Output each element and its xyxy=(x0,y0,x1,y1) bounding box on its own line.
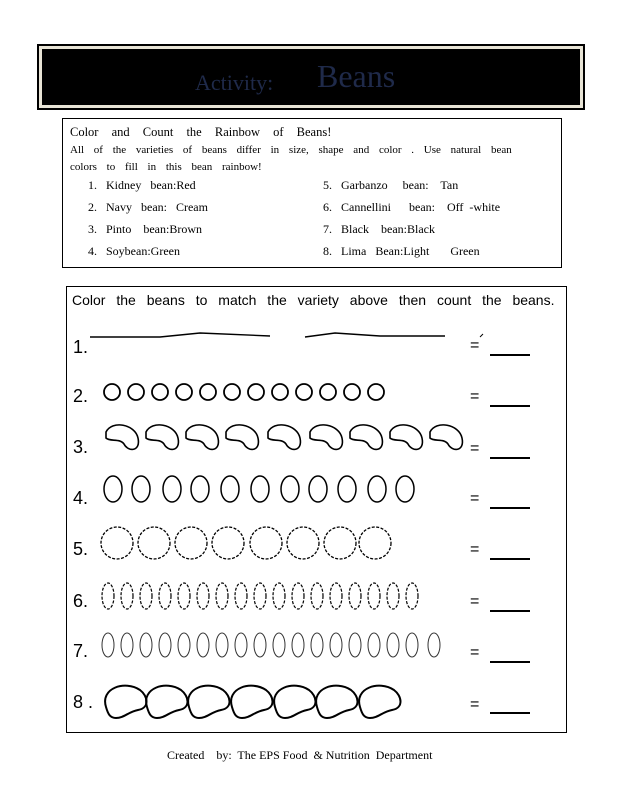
lima-bean[interactable] xyxy=(146,686,187,718)
bean-circle[interactable] xyxy=(272,384,288,400)
narrow-bean[interactable] xyxy=(254,583,266,609)
bean-variety-number: 7. xyxy=(323,222,332,236)
round-bean[interactable] xyxy=(212,527,244,559)
narrow-bean[interactable] xyxy=(140,583,152,609)
row-1-lines xyxy=(90,333,483,337)
narrow-bean[interactable] xyxy=(216,583,228,609)
narrow-bean[interactable] xyxy=(387,583,399,609)
bean-variety-number: 5. xyxy=(323,178,332,192)
page-title: Beans xyxy=(317,58,396,94)
kidney-bean[interactable] xyxy=(430,425,462,450)
equals-sign: = xyxy=(470,388,480,405)
small-oval-bean[interactable] xyxy=(197,633,209,657)
small-oval-bean[interactable] xyxy=(235,633,247,657)
bean-circle[interactable] xyxy=(200,384,216,400)
small-oval-bean[interactable] xyxy=(216,633,228,657)
bean-circle[interactable] xyxy=(296,384,312,400)
equals-sign: = xyxy=(470,593,480,610)
bean-circle[interactable] xyxy=(368,384,384,400)
narrow-bean[interactable] xyxy=(292,583,304,609)
narrow-bean[interactable] xyxy=(159,583,171,609)
narrow-bean[interactable] xyxy=(406,583,418,609)
kidney-bean[interactable] xyxy=(268,425,300,450)
bean-variety-text: Lima Bean:Light Green xyxy=(341,244,480,258)
small-oval-bean[interactable] xyxy=(292,633,304,657)
bean-variety-number: 3. xyxy=(88,222,97,236)
row-8-beans xyxy=(105,686,400,718)
counting-instructions: Color the beans to match the variety above then count the beans. xyxy=(72,292,555,308)
lima-bean[interactable] xyxy=(274,686,315,718)
kidney-bean[interactable] xyxy=(106,425,138,450)
bean-variety-number: 1. xyxy=(88,178,97,192)
narrow-bean[interactable] xyxy=(368,583,380,609)
small-oval-bean[interactable] xyxy=(387,633,399,657)
kidney-bean[interactable] xyxy=(186,425,218,450)
kidney-bean[interactable] xyxy=(146,425,178,450)
row-3-beans xyxy=(106,425,462,450)
small-oval-bean[interactable] xyxy=(368,633,380,657)
lima-bean[interactable] xyxy=(105,686,146,718)
small-oval-bean[interactable] xyxy=(311,633,323,657)
small-oval-bean[interactable] xyxy=(178,633,190,657)
oval-bean[interactable] xyxy=(163,476,181,502)
lima-bean[interactable] xyxy=(359,686,400,718)
small-oval-bean[interactable] xyxy=(330,633,342,657)
lima-bean[interactable] xyxy=(188,686,229,718)
info-description-line-2: colors to fill in this bean rainbow! xyxy=(70,161,262,173)
row-label: 2. xyxy=(73,386,89,406)
lima-bean[interactable] xyxy=(316,686,357,718)
oval-bean[interactable] xyxy=(221,476,239,502)
activity-label: Activity: xyxy=(195,70,274,95)
small-oval-bean[interactable] xyxy=(121,633,133,657)
equals-sign: = xyxy=(470,541,480,558)
bean-variety-text: Cannellini bean: Off -white xyxy=(341,200,501,214)
bean-variety-text: Soybean:Green xyxy=(106,244,180,258)
bean-variety-number: 6. xyxy=(323,200,332,214)
bean-circle[interactable] xyxy=(128,384,144,400)
oval-bean[interactable] xyxy=(104,476,122,502)
row-label: 7. xyxy=(73,641,89,661)
oval-bean[interactable] xyxy=(396,476,414,502)
oval-bean[interactable] xyxy=(368,476,386,502)
narrow-bean[interactable] xyxy=(311,583,323,609)
oval-bean[interactable] xyxy=(338,476,356,502)
small-oval-bean[interactable] xyxy=(406,633,418,657)
bean-variety-text: Pinto bean:Brown xyxy=(106,222,202,236)
equals-sign: = xyxy=(470,440,480,457)
narrow-bean[interactable] xyxy=(235,583,247,609)
equals-sign: = xyxy=(470,337,480,354)
bean-circle[interactable] xyxy=(248,384,264,400)
row-7-beans xyxy=(102,633,440,657)
oval-bean[interactable] xyxy=(309,476,327,502)
round-bean[interactable] xyxy=(324,527,356,559)
small-oval-bean[interactable] xyxy=(140,633,152,657)
bean-variety-number: 4. xyxy=(88,244,97,258)
info-description-line-1: All of the varieties of beans differ in size, shape and color . Use natural bean xyxy=(70,144,512,156)
round-bean[interactable] xyxy=(250,527,282,559)
bean-variety-number: 8. xyxy=(323,244,332,258)
narrow-bean[interactable] xyxy=(178,583,190,609)
row-label: 6. xyxy=(73,591,89,611)
narrow-bean[interactable] xyxy=(349,583,361,609)
equals-sign: = xyxy=(470,644,480,661)
bean-circle[interactable] xyxy=(224,384,240,400)
oval-bean[interactable] xyxy=(251,476,269,502)
row-label: 3. xyxy=(73,437,89,457)
bean-circle[interactable] xyxy=(104,384,120,400)
bean-circle[interactable] xyxy=(152,384,168,400)
row-4-beans xyxy=(104,476,414,502)
small-oval-bean[interactable] xyxy=(428,633,440,657)
kidney-bean[interactable] xyxy=(350,425,382,450)
small-oval-bean[interactable] xyxy=(273,633,285,657)
row-6-beans xyxy=(102,583,418,609)
bean-variety-text: Black bean:Black xyxy=(341,222,435,236)
round-bean[interactable] xyxy=(175,527,207,559)
small-oval-bean[interactable] xyxy=(159,633,171,657)
row-label: 4. xyxy=(73,488,89,508)
round-bean[interactable] xyxy=(359,527,391,559)
round-bean[interactable] xyxy=(101,527,133,559)
equals-sign: = xyxy=(470,490,480,507)
kidney-bean[interactable] xyxy=(226,425,258,450)
bean-variety-text: Garbanzo bean: Tan xyxy=(341,178,459,192)
bean-circle[interactable] xyxy=(176,384,192,400)
footer-credit: Created by: The EPS Food & Nutrition Department xyxy=(167,748,433,762)
narrow-bean[interactable] xyxy=(273,583,285,609)
narrow-bean[interactable] xyxy=(330,583,342,609)
bean-circle[interactable] xyxy=(344,384,360,400)
bean-variety-text: Kidney bean:Red xyxy=(106,178,196,192)
oval-bean[interactable] xyxy=(191,476,209,502)
narrow-bean[interactable] xyxy=(102,583,114,609)
small-oval-bean[interactable] xyxy=(349,633,361,657)
equals-sign: = xyxy=(470,696,480,713)
round-bean[interactable] xyxy=(287,527,319,559)
row-label: 1. xyxy=(73,337,89,357)
small-oval-bean[interactable] xyxy=(254,633,266,657)
bean-variety-text: Navy bean: Cream xyxy=(106,200,208,214)
small-oval-bean[interactable] xyxy=(102,633,114,657)
row-label: 5. xyxy=(73,539,89,559)
bean-variety-number: 2. xyxy=(88,200,97,214)
info-heading: Color and Count the Rainbow of Beans! xyxy=(70,125,332,139)
row-label: 8 . xyxy=(73,692,94,712)
kidney-bean[interactable] xyxy=(390,425,422,450)
row-5-beans xyxy=(101,527,391,559)
narrow-bean[interactable] xyxy=(121,583,133,609)
row-2-beans xyxy=(104,384,384,400)
round-bean[interactable] xyxy=(138,527,170,559)
oval-bean[interactable] xyxy=(281,476,299,502)
bean-circle[interactable] xyxy=(320,384,336,400)
narrow-bean[interactable] xyxy=(197,583,209,609)
lima-bean[interactable] xyxy=(231,686,272,718)
kidney-bean[interactable] xyxy=(310,425,342,450)
oval-bean[interactable] xyxy=(132,476,150,502)
